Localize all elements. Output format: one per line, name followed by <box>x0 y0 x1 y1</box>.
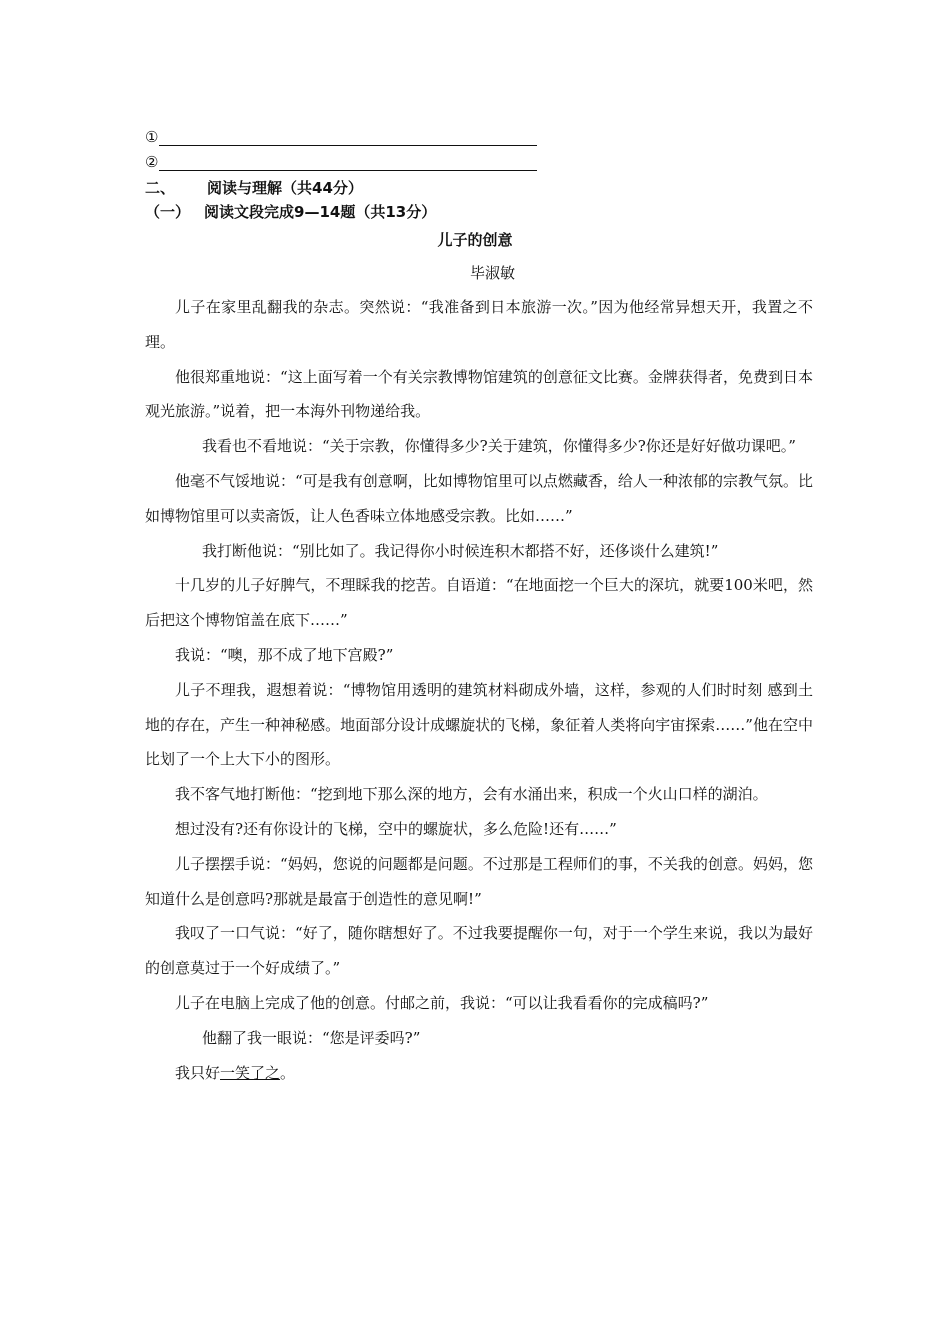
paragraph: 我不客气地打断他：“挖到地下那么深的地方，会有水涌出来，积成一个火山口样的湖泊。 <box>175 785 768 804</box>
paragraph: 我看也不看地说：“关于宗教，你懂得多少?关于建筑，你懂得多少?你还是好好做功课吧。” <box>202 437 796 456</box>
part-title: 阅读文段完成9—14题（共13分） <box>204 203 437 221</box>
part-heading <box>145 202 436 222</box>
paragraph: 儿子摆摆手说：“妈妈，您说的问题都是问题。不过那是工程师们的事，不关我的创意。妈妈，您知道什么是创意吗?那就是最富于创造性的意见啊!” <box>145 854 813 908</box>
paragraph: 我说：“噢，那不成了地下宫殿?” <box>175 645 394 664</box>
blank-marker: ② <box>145 153 159 171</box>
paragraph: 他毫不气馁地说：“可是我有创意啊，比如博物馆里可以点燃藏香，给人一种浓郁的宗教气氛。比如博物馆里可以卖斋饭，让人色香味立体地感受宗教。比如……” <box>145 471 813 525</box>
paragraph: 儿子在电脑上完成了他的创意。付邮之前，我说：“可以让我看看你的完成稿吗?” <box>175 993 709 1012</box>
part-number: （一） <box>145 203 191 221</box>
blank-marker: ① <box>145 128 159 146</box>
underlined-phrase: 一笑了之 <box>220 1063 281 1082</box>
section-heading <box>145 178 363 198</box>
article-title: 儿子的创意 <box>437 231 513 249</box>
answer-blank-1 <box>145 128 537 146</box>
article-author: 毕淑敏 <box>470 264 516 282</box>
paragraph: 儿子在家里乱翻我的杂志。突然说：“我准备到日本旅游一次。”因为他经常异想天开，我置之不理。 <box>145 298 813 351</box>
last-paragraph <box>145 1056 813 1091</box>
last-prefix: 我只好 <box>175 1063 221 1082</box>
paragraph: 想过没有?还有你设计的飞梯，空中的螺旋状，多么危险!还有……” <box>175 819 617 838</box>
section-title: 阅读与理解（共44分） <box>207 179 363 197</box>
answer-underline <box>159 155 537 171</box>
answer-blank-2 <box>145 153 537 171</box>
section-number: 二、 <box>145 179 176 197</box>
answer-underline <box>159 130 537 146</box>
paragraph: 十几岁的儿子好脾气，不理睬我的挖苦。自语道：“在地面挖一个巨大的深坑，就要100米吧，然后把这个博物馆盖在底下……” <box>145 576 813 630</box>
paragraph: 我叹了一口气说：“好了，随你瞎想好了。不过我要提醒你一句，对于一个学生来说，我以为最好的创意莫过于一个好成绩了。” <box>145 924 813 978</box>
paragraph: 他很郑重地说：“这上面写着一个有关宗教博物馆建筑的创意征文比赛。金牌获得者，免费到日本观光旅游。”说着，把一本海外刊物递给我。 <box>145 367 813 421</box>
paragraph: 我打断他说：“别比如了。我记得你小时候连积木都搭不好，还侈谈什么建筑!” <box>202 541 719 560</box>
paragraph: 儿子不理我，遐想着说：“博物馆用透明的建筑材料砌成外墙，这样，参观的人们时时刻 感到土地的存在，产生一种神秘感。地面部分设计成螺旋状的飞梯，象征着人类将向宇宙探索……”他在空中比划了一个上大下小的图形。 <box>145 680 813 769</box>
paragraph: 他翻了我一眼说：“您是评委吗?” <box>202 1028 421 1047</box>
last-suffix: 。 <box>280 1063 296 1082</box>
article-body <box>145 290 813 1090</box>
